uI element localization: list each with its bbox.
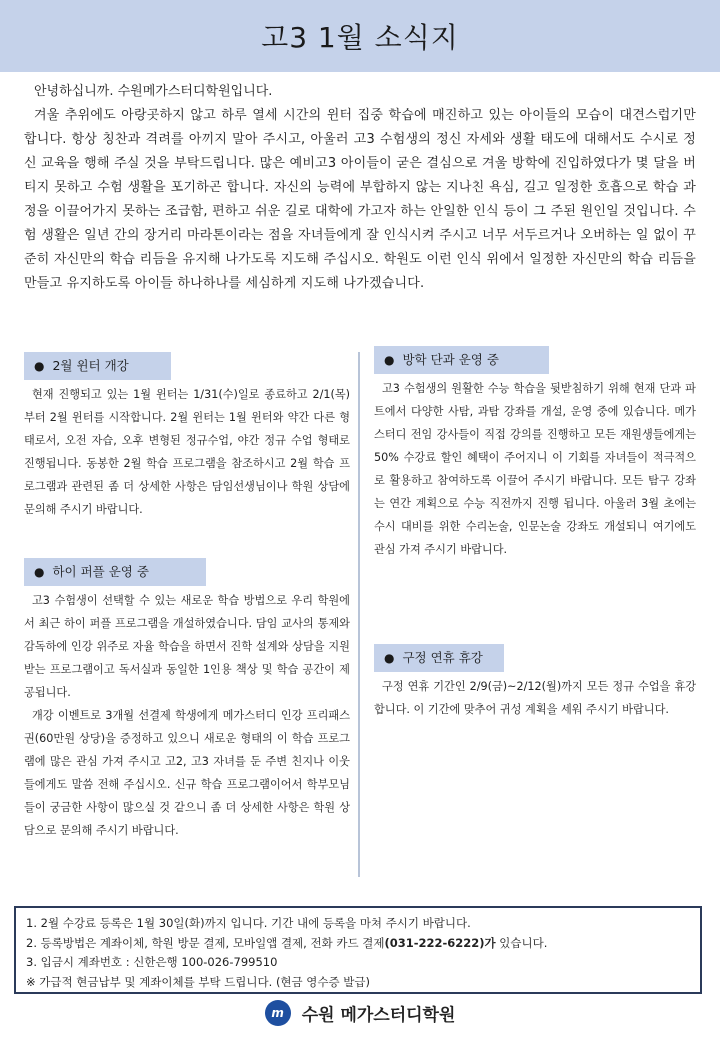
footer bbox=[0, 1000, 720, 1030]
intro-body: 겨울 추위에도 아랑곳하지 않고 하루 열세 시간의 윈터 집중 학습에 매진하고 있는 아이들의 모습이 대견스럽기만 합니다. 항상 칭찬과 격려를 아끼지 말아 주시고, 아울러 고3 수험생의 정신 자세와 생활 태도에 대해서도 수시로 정신 교육을 행해 주실 것을 부탁드립니다. 많은 예비고3 아이들이 굳은 결심으로 겨울 방학에 진입하였다가 몇 달을 버티지 못하고 수험 생활을 포기하곤 합니다. 자신의 능력에 부합하지 않는 지나친 욕심, 길고 일정한 호흡으로 학습 과정을 이끌어가지 못하는 조급함, 편하고 쉬운 길로 대학에 가고자 하는 안일한 인식 등이 그 주된 원인일 것입니다. 수험 생활은 일년 간의 장거리 마라톤이라는 점을 자녀들에게 잘 인식시켜 주시고 너무 서두르거나 오버하는 일 없이 꾸준히 자신만의 학습 리듬을 유지해 나가도록 지도해 주십시오. 학원도 이런 인식 위에서 일정한 자신만의 학습 리듬을 만들고 유지하도록 아이들 하나하나를 세심하게 지도해 나가겠습니다. bbox=[24, 108, 696, 291]
header-banner bbox=[0, 0, 720, 72]
section-body bbox=[24, 383, 350, 521]
section-holiday bbox=[374, 644, 696, 721]
page-title: 고3 1월 소식지 bbox=[261, 21, 459, 54]
academy-logo-icon: m bbox=[265, 1000, 291, 1026]
bullet-icon: ● bbox=[384, 651, 395, 665]
registration-notice bbox=[14, 906, 702, 994]
phone-number: (031-222-6222)가 bbox=[384, 935, 496, 950]
bullet-icon: ● bbox=[34, 565, 45, 579]
section-hi-purple bbox=[24, 558, 350, 842]
academy-name: 수원 메가스터디학원 bbox=[301, 1005, 456, 1026]
column-divider bbox=[358, 352, 360, 877]
section-paragraph: 고3 수험생이 선택할 수 있는 새로운 학습 방법으로 우리 학원에서 최근 하이 퍼플 프로그램을 개설하였습니다. 담임 교사의 통제와 감독하에 인강 위주로 자율 학습을 하면서 진학 설계와 상담을 지원받는 프로그램이고 독서실과 동일한 1인용 책상 및 학습 공간이 제공됩니다. bbox=[24, 594, 350, 699]
section-vacation bbox=[374, 346, 696, 561]
section-body bbox=[374, 675, 696, 721]
section-body bbox=[24, 589, 350, 842]
section-title: 하이 퍼플 운영 중 bbox=[52, 564, 149, 579]
bullet-icon: ● bbox=[384, 353, 395, 367]
intro-section bbox=[24, 80, 696, 296]
notice-line-3: 3. 입금시 계좌번호 : 신한은행 100-026-799510 bbox=[26, 955, 278, 969]
section-header-hi-purple bbox=[24, 558, 206, 586]
section-header-vacation bbox=[374, 346, 549, 374]
notice-line-2 bbox=[26, 934, 690, 954]
notice-line-2-tail: 있습니다. bbox=[495, 935, 548, 950]
notice-line-4: ※ 가급적 현금납부 및 계좌이체를 부탁 드립니다. (현금 영수증 발급) bbox=[26, 974, 370, 989]
section-paragraph: 구정 연휴 기간인 2/9(금)~2/12(월)까지 모든 정규 수업을 휴강합니다. 이 기간에 맞추어 귀성 계획을 세워 주시기 바랍니다. bbox=[374, 680, 696, 716]
notice-line-2-text: 2. 등록방법은 계좌이체, 학원 방문 결제, 모바일앱 결제, 전화 카드 결제 bbox=[26, 935, 385, 950]
section-title: 2월 윈터 개강 bbox=[52, 358, 129, 373]
section-body bbox=[374, 377, 696, 561]
intro-greeting: 안녕하십니까. 수원메가스터디학원입니다. bbox=[34, 84, 273, 99]
section-paragraph: 개강 이벤트로 3개월 선결제 학생에게 메가스터디 인강 프리패스권(60만원 상당)을 증정하고 있으니 새로운 형태의 이 학습 프로그램에 많은 관심 가져 주시고 고2, 고3 자녀를 둔 주변 친지나 이웃들에게도 말씀 전해 주십시오. 신규 학습 프로그램이어서 학부모님들이 궁금한 사항이 많으실 것 같으니 좀 더 상세한 사항은 학원 상담으로 문의해 주시기 바랍니다. bbox=[24, 709, 350, 837]
section-paragraph: 고3 수험생의 원활한 수능 학습을 뒷받침하기 위해 현재 단과 파트에서 다양한 사탐, 과탐 강좌를 개설, 운영 중에 있습니다. 메가스터디 전임 강사들이 직접 강의를 진행하고 모든 재원생들에게는 50% 수강료 할인 혜택이 주어지니 이 기회를 자녀들이 적극적으로 활용하고 참여하도록 이끌어 주시기 바랍니다. 모든 탐구 강좌는 연간 계획으로 수능 직전까지 진행 됩니다. 아울러 3월 초에는 수시 대비를 위한 수리논술, 인문논술 강좌도 개설되니 여기에도 관심 가져 주시기 바랍니다. bbox=[374, 382, 696, 556]
bullet-icon: ● bbox=[34, 359, 45, 373]
notice-line-1: 1. 2월 수강료 등록은 1월 30일(화)까지 입니다. 기간 내에 등록을 마쳐 주시기 바랍니다. bbox=[26, 916, 471, 930]
section-header-holiday bbox=[374, 644, 504, 672]
section-title: 구정 연휴 휴강 bbox=[402, 650, 483, 665]
section-winter bbox=[24, 352, 350, 521]
section-title: 방학 단과 운영 중 bbox=[402, 352, 499, 367]
section-paragraph: 현재 진행되고 있는 1월 윈터는 1/31(수)일로 종료하고 2/1(목)부터 2월 윈터를 시작합니다. 2월 윈터는 1월 윈터와 약간 다른 형태로서, 오전 자습, 오후 변형된 정규수업, 야간 정규 수업 형태로 진행됩니다. 동봉한 2월 학습 프로그램을 참조하시고 2월 학습 프로그램과 관련된 좀 더 상세한 사항은 담임선생님이나 학원 상담에 문의해 주시기 바랍니다. bbox=[24, 388, 350, 516]
section-header-winter bbox=[24, 352, 171, 380]
